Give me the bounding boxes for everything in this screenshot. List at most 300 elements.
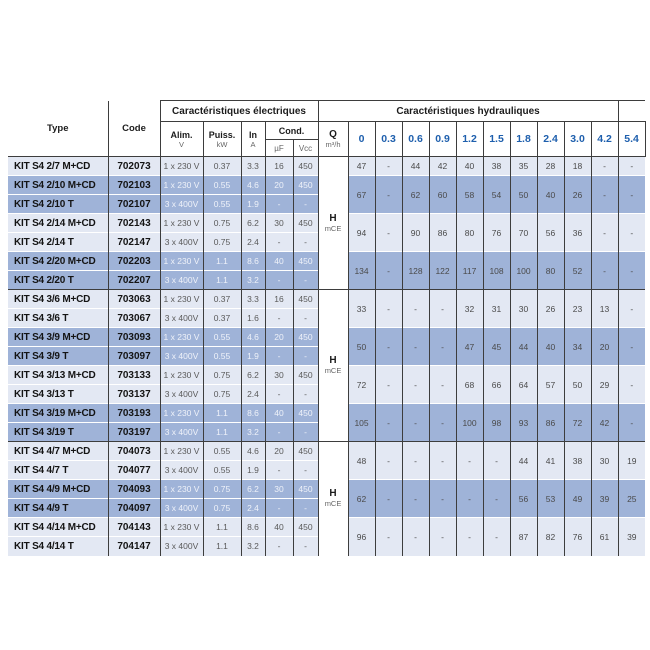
cell-h-value: - (591, 252, 618, 290)
cell-h-value: 62 (402, 176, 429, 214)
cell-h-value: 72 (564, 404, 591, 442)
cell-h-value: 25 (618, 480, 645, 518)
cell-type: KIT S4 3/13 T (8, 385, 108, 404)
cell-h-value: 60 (429, 176, 456, 214)
cell-h-value: 57 (537, 366, 564, 404)
cell-alim: 3 x 400V (160, 537, 203, 556)
cell-in: 8.6 (241, 404, 265, 423)
cell-h-value: 50 (348, 328, 375, 366)
cell-alim: 1 x 230 V (160, 252, 203, 271)
col-header-puiss (203, 122, 241, 157)
cell-h-value: 52 (564, 252, 591, 290)
h-unit: mCE (324, 366, 342, 375)
col-header-flow-5.4: 5.4 (618, 122, 645, 157)
col-header-flow-2.4: 2.4 (537, 122, 564, 157)
header-row-sections (8, 101, 645, 122)
cell-h-value: - (375, 176, 402, 214)
cell-puiss: 1.1 (203, 252, 241, 271)
cell-in: 8.6 (241, 518, 265, 537)
cell-h-value: 26 (564, 176, 591, 214)
in-unit: A (250, 139, 256, 149)
h-label: H (329, 488, 337, 500)
col-header-flow-0.9: 0.9 (429, 122, 456, 157)
col-header-uf: µF (265, 140, 293, 157)
cell-uf: 30 (265, 480, 293, 499)
cell-h-value: 93 (510, 404, 537, 442)
cell-h-value: 90 (402, 214, 429, 252)
cell-code: 704097 (108, 499, 160, 518)
cell-type: KIT S4 3/13 M+CD (8, 366, 108, 385)
cell-h-value: 40 (537, 328, 564, 366)
cell-h-value: 94 (348, 214, 375, 252)
cell-h-value: - (429, 480, 456, 518)
cell-h-value: 82 (537, 518, 564, 556)
cell-h-value: - (375, 442, 402, 480)
cell-h-value: 56 (537, 214, 564, 252)
cell-in: 4.6 (241, 328, 265, 347)
cell-code: 704147 (108, 537, 160, 556)
col-header-cond: Cond. (265, 122, 318, 140)
cell-h-value: 18 (564, 157, 591, 176)
cell-type: KIT S4 4/7 M+CD (8, 442, 108, 461)
cell-h-value: 54 (483, 176, 510, 214)
cell-vcc: 450 (293, 176, 318, 195)
cell-alim: 3 x 400V (160, 385, 203, 404)
cell-code: 703097 (108, 347, 160, 366)
cell-vcc: - (293, 423, 318, 442)
cell-h-value: 56 (510, 480, 537, 518)
cell-h-value: - (429, 442, 456, 480)
cell-vcc: 450 (293, 290, 318, 309)
col-header-in (241, 122, 265, 157)
col-header-q (318, 122, 348, 157)
cell-puiss: 1.1 (203, 423, 241, 442)
cell-h-value: 80 (456, 214, 483, 252)
col-header-flow-4.2: 4.2 (591, 122, 618, 157)
cell-in: 8.6 (241, 252, 265, 271)
cell-h-value: - (429, 290, 456, 328)
table-row (8, 442, 645, 461)
cell-uf: 20 (265, 328, 293, 347)
cell-alim: 1 x 230 V (160, 214, 203, 233)
cell-code: 702147 (108, 233, 160, 252)
cell-h-value: 47 (348, 157, 375, 176)
col-header-code: Code (108, 101, 160, 157)
cell-vcc: - (293, 195, 318, 214)
cell-vcc: 450 (293, 252, 318, 271)
cell-code: 703063 (108, 290, 160, 309)
cell-puiss: 0.75 (203, 366, 241, 385)
h-unit: mCE (324, 223, 342, 233)
cell-h-value: 108 (483, 252, 510, 290)
cell-type: KIT S4 3/6 T (8, 309, 108, 328)
col-header-alim (160, 122, 203, 157)
cell-h-value: 61 (591, 518, 618, 556)
cell-alim: 1 x 230 V (160, 404, 203, 423)
cell-h-value: - (618, 404, 645, 442)
table-row (8, 290, 645, 309)
cell-h-value: 66 (483, 366, 510, 404)
cell-puiss: 1.1 (203, 518, 241, 537)
puiss-label: Puiss. (208, 129, 236, 140)
cell-h-value: 40 (537, 176, 564, 214)
cell-h-value: 19 (618, 442, 645, 480)
cell-h-value: - (618, 328, 645, 366)
cell-vcc: - (293, 385, 318, 404)
cell-uf: 16 (265, 290, 293, 309)
cell-h-value: - (618, 157, 645, 176)
cell-type: KIT S4 2/14 M+CD (8, 214, 108, 233)
cell-in: 3.3 (241, 290, 265, 309)
cell-puiss: 0.55 (203, 461, 241, 480)
cell-h-value: 67 (348, 176, 375, 214)
cell-h-value: 31 (483, 290, 510, 328)
h-label: H (329, 355, 337, 366)
cell-h-value: 13 (591, 290, 618, 328)
cell-h-value: 39 (591, 480, 618, 518)
cell-uf: 30 (265, 214, 293, 233)
cell-in: 3.3 (241, 157, 265, 176)
cell-h-value: 35 (510, 157, 537, 176)
cell-puiss: 0.75 (203, 499, 241, 518)
alim-unit: V (178, 139, 184, 149)
col-header-flow-0.3: 0.3 (375, 122, 402, 157)
cell-h-value: 42 (429, 157, 456, 176)
cell-puiss: 0.55 (203, 442, 241, 461)
cell-code: 702107 (108, 195, 160, 214)
cell-uf: - (265, 271, 293, 290)
h-mce-spanner-cell (318, 290, 348, 442)
cell-in: 4.6 (241, 176, 265, 195)
cell-h-value: - (402, 480, 429, 518)
col-header-flow-1.8: 1.8 (510, 122, 537, 157)
cell-h-value: 70 (510, 214, 537, 252)
cell-h-value: - (483, 480, 510, 518)
cell-code: 703137 (108, 385, 160, 404)
cell-h-value: 98 (483, 404, 510, 442)
cell-alim: 3 x 400V (160, 309, 203, 328)
cell-vcc: 450 (293, 366, 318, 385)
cell-h-value: - (375, 252, 402, 290)
h-mce-spanner-cell (318, 442, 348, 556)
cell-type: KIT S4 4/7 T (8, 461, 108, 480)
cell-h-value: - (402, 328, 429, 366)
cell-puiss: 0.55 (203, 195, 241, 214)
cell-h-value: - (618, 366, 645, 404)
h-label: H (329, 212, 337, 224)
col-header-flow-1.5: 1.5 (483, 122, 510, 157)
cell-h-value: 45 (483, 328, 510, 366)
cell-in: 1.6 (241, 309, 265, 328)
col-header-flow-3.0: 3.0 (564, 122, 591, 157)
cell-type: KIT S4 3/19 T (8, 423, 108, 442)
cell-h-value: - (456, 518, 483, 556)
cell-type: KIT S4 4/14 T (8, 537, 108, 556)
cell-type: KIT S4 4/9 M+CD (8, 480, 108, 499)
cell-type: KIT S4 2/20 M+CD (8, 252, 108, 271)
cell-in: 2.4 (241, 233, 265, 252)
cell-type: KIT S4 2/14 T (8, 233, 108, 252)
cell-h-value: - (402, 290, 429, 328)
cell-vcc: - (293, 233, 318, 252)
cell-alim: 3 x 400V (160, 423, 203, 442)
cell-vcc: - (293, 499, 318, 518)
cell-h-value: - (375, 214, 402, 252)
cell-uf: 30 (265, 366, 293, 385)
cell-h-value: 64 (510, 366, 537, 404)
cell-h-value: 44 (510, 442, 537, 480)
cell-alim: 3 x 400V (160, 195, 203, 214)
cell-h-value: 86 (537, 404, 564, 442)
cell-type: KIT S4 4/14 M+CD (8, 518, 108, 537)
cell-h-value: - (591, 214, 618, 252)
cell-uf: 40 (265, 404, 293, 423)
cell-uf: - (265, 537, 293, 556)
cell-h-value: 47 (456, 328, 483, 366)
cell-h-value: 50 (564, 366, 591, 404)
cell-alim: 3 x 400V (160, 271, 203, 290)
cell-puiss: 0.75 (203, 233, 241, 252)
cell-h-value: - (618, 176, 645, 214)
cell-h-value: - (375, 290, 402, 328)
cell-alim: 1 x 230 V (160, 480, 203, 499)
cell-h-value: - (483, 518, 510, 556)
cell-h-value: - (429, 366, 456, 404)
section-header-hydraulic: Caractéristiques hydrauliques (318, 101, 618, 122)
cell-in: 4.6 (241, 442, 265, 461)
cell-h-value: 96 (348, 518, 375, 556)
cell-uf: - (265, 385, 293, 404)
cell-type: KIT S4 3/6 M+CD (8, 290, 108, 309)
cell-h-value: 49 (564, 480, 591, 518)
cell-h-value: - (375, 157, 402, 176)
cell-vcc: 450 (293, 157, 318, 176)
cell-in: 3.2 (241, 537, 265, 556)
col-header-type: Type (8, 101, 108, 157)
cell-puiss: 0.55 (203, 176, 241, 195)
cell-in: 1.9 (241, 195, 265, 214)
cell-h-value: 40 (456, 157, 483, 176)
cell-uf: - (265, 195, 293, 214)
cell-h-value: 23 (564, 290, 591, 328)
cell-uf: 40 (265, 518, 293, 537)
cell-in: 6.2 (241, 366, 265, 385)
cell-h-value: 87 (510, 518, 537, 556)
cell-uf: 20 (265, 442, 293, 461)
cell-puiss: 0.55 (203, 328, 241, 347)
cell-code: 703197 (108, 423, 160, 442)
q-label: Q (329, 128, 337, 140)
cell-h-value: - (375, 366, 402, 404)
q-unit: m³/h (325, 139, 341, 149)
cell-h-value: 76 (483, 214, 510, 252)
cell-puiss: 0.75 (203, 385, 241, 404)
cell-type: KIT S4 2/7 M+CD (8, 157, 108, 176)
cell-h-value: 39 (618, 518, 645, 556)
cell-h-value: - (375, 404, 402, 442)
cell-vcc: - (293, 461, 318, 480)
cell-code: 702103 (108, 176, 160, 195)
cell-vcc: 450 (293, 328, 318, 347)
cell-h-value: - (402, 518, 429, 556)
cell-in: 6.2 (241, 480, 265, 499)
cell-type: KIT S4 3/9 M+CD (8, 328, 108, 347)
cell-h-value: 105 (348, 404, 375, 442)
cell-code: 702073 (108, 157, 160, 176)
cell-h-value: - (618, 290, 645, 328)
cell-h-value: 134 (348, 252, 375, 290)
cell-h-value: 30 (591, 442, 618, 480)
cell-type: KIT S4 3/9 T (8, 347, 108, 366)
cell-code: 704143 (108, 518, 160, 537)
cell-h-value: - (429, 518, 456, 556)
cell-uf: - (265, 461, 293, 480)
table-row (8, 157, 645, 176)
puiss-unit: kW (216, 139, 228, 149)
col-header-flow-0.6: 0.6 (402, 122, 429, 157)
cell-puiss: 1.1 (203, 271, 241, 290)
cell-h-value: 68 (456, 366, 483, 404)
cell-puiss: 0.55 (203, 347, 241, 366)
cell-h-value: 58 (456, 176, 483, 214)
cell-in: 1.9 (241, 461, 265, 480)
section-header-electrical: Caractéristiques électriques (160, 101, 318, 122)
cell-h-value: 34 (564, 328, 591, 366)
cell-h-value: - (402, 404, 429, 442)
cell-vcc: - (293, 347, 318, 366)
cell-code: 704077 (108, 461, 160, 480)
cell-alim: 1 x 230 V (160, 176, 203, 195)
cell-vcc: - (293, 309, 318, 328)
cell-type: KIT S4 2/10 T (8, 195, 108, 214)
pump-kit-spec-table (8, 100, 646, 556)
col-header-flow-0: 0 (348, 122, 375, 157)
cell-puiss: 0.75 (203, 214, 241, 233)
cell-type: KIT S4 2/20 T (8, 271, 108, 290)
cell-h-value: - (591, 157, 618, 176)
cell-h-value: - (618, 214, 645, 252)
cell-h-value: 41 (537, 442, 564, 480)
cell-code: 703133 (108, 366, 160, 385)
cell-h-value: - (618, 252, 645, 290)
cell-alim: 1 x 230 V (160, 442, 203, 461)
cell-vcc: 450 (293, 404, 318, 423)
cell-puiss: 0.37 (203, 290, 241, 309)
cell-h-value: - (591, 176, 618, 214)
cell-h-value: 36 (564, 214, 591, 252)
cell-h-value: - (456, 442, 483, 480)
cell-in: 2.4 (241, 499, 265, 518)
cell-type: KIT S4 3/19 M+CD (8, 404, 108, 423)
cell-h-value: 76 (564, 518, 591, 556)
cell-uf: - (265, 309, 293, 328)
cell-h-value: 32 (456, 290, 483, 328)
cell-h-value: 42 (591, 404, 618, 442)
cell-uf: - (265, 347, 293, 366)
cell-in: 1.9 (241, 347, 265, 366)
cell-code: 702203 (108, 252, 160, 271)
cell-type: KIT S4 2/10 M+CD (8, 176, 108, 195)
cell-alim: 1 x 230 V (160, 328, 203, 347)
cell-uf: 20 (265, 176, 293, 195)
cell-h-value: - (375, 328, 402, 366)
cell-code: 703193 (108, 404, 160, 423)
cell-h-value: 80 (537, 252, 564, 290)
cell-h-value: - (456, 480, 483, 518)
cell-h-value: 100 (510, 252, 537, 290)
cell-h-value: 20 (591, 328, 618, 366)
cell-puiss: 0.75 (203, 480, 241, 499)
in-label: In (249, 129, 257, 140)
alim-label: Alim. (170, 129, 193, 140)
cell-alim: 3 x 400V (160, 233, 203, 252)
cell-h-value: - (483, 442, 510, 480)
cell-h-value: 30 (510, 290, 537, 328)
cell-h-value: 100 (456, 404, 483, 442)
cell-alim: 3 x 400V (160, 347, 203, 366)
cell-h-value: 72 (348, 366, 375, 404)
cell-puiss: 1.1 (203, 404, 241, 423)
cell-in: 3.2 (241, 271, 265, 290)
cell-h-value: 86 (429, 214, 456, 252)
cell-puiss: 0.37 (203, 309, 241, 328)
cell-code: 702207 (108, 271, 160, 290)
cell-h-value: 28 (537, 157, 564, 176)
cell-alim: 1 x 230 V (160, 518, 203, 537)
cell-h-value: 33 (348, 290, 375, 328)
cell-alim: 3 x 400V (160, 461, 203, 480)
cell-h-value: - (402, 442, 429, 480)
cell-alim: 1 x 230 V (160, 366, 203, 385)
cell-alim: 1 x 230 V (160, 290, 203, 309)
cell-uf: 16 (265, 157, 293, 176)
cell-code: 704073 (108, 442, 160, 461)
cell-code: 703067 (108, 309, 160, 328)
cell-h-value: 26 (537, 290, 564, 328)
cell-uf: 40 (265, 252, 293, 271)
cell-h-value: 44 (510, 328, 537, 366)
cell-code: 702143 (108, 214, 160, 233)
cell-vcc: 450 (293, 442, 318, 461)
cell-uf: - (265, 499, 293, 518)
cell-vcc: - (293, 271, 318, 290)
cell-puiss: 1.1 (203, 537, 241, 556)
cell-h-value: - (429, 404, 456, 442)
cell-type: KIT S4 4/9 T (8, 499, 108, 518)
cell-h-value: 38 (483, 157, 510, 176)
cell-h-value: 62 (348, 480, 375, 518)
cell-puiss: 0.37 (203, 157, 241, 176)
col-header-flow-1.2: 1.2 (456, 122, 483, 157)
cell-h-value: - (429, 328, 456, 366)
cell-h-value: - (402, 366, 429, 404)
cell-in: 2.4 (241, 385, 265, 404)
cell-alim: 1 x 230 V (160, 157, 203, 176)
cell-h-value: 50 (510, 176, 537, 214)
cell-h-value: 117 (456, 252, 483, 290)
cell-h-value: 29 (591, 366, 618, 404)
cell-h-value: 122 (429, 252, 456, 290)
cell-h-value: 53 (537, 480, 564, 518)
cell-vcc: 450 (293, 518, 318, 537)
cell-code: 703093 (108, 328, 160, 347)
cell-h-value: 48 (348, 442, 375, 480)
cell-in: 6.2 (241, 214, 265, 233)
header-cut-cell (618, 101, 645, 122)
cell-uf: - (265, 423, 293, 442)
cell-alim: 3 x 400V (160, 499, 203, 518)
cell-h-value: 38 (564, 442, 591, 480)
